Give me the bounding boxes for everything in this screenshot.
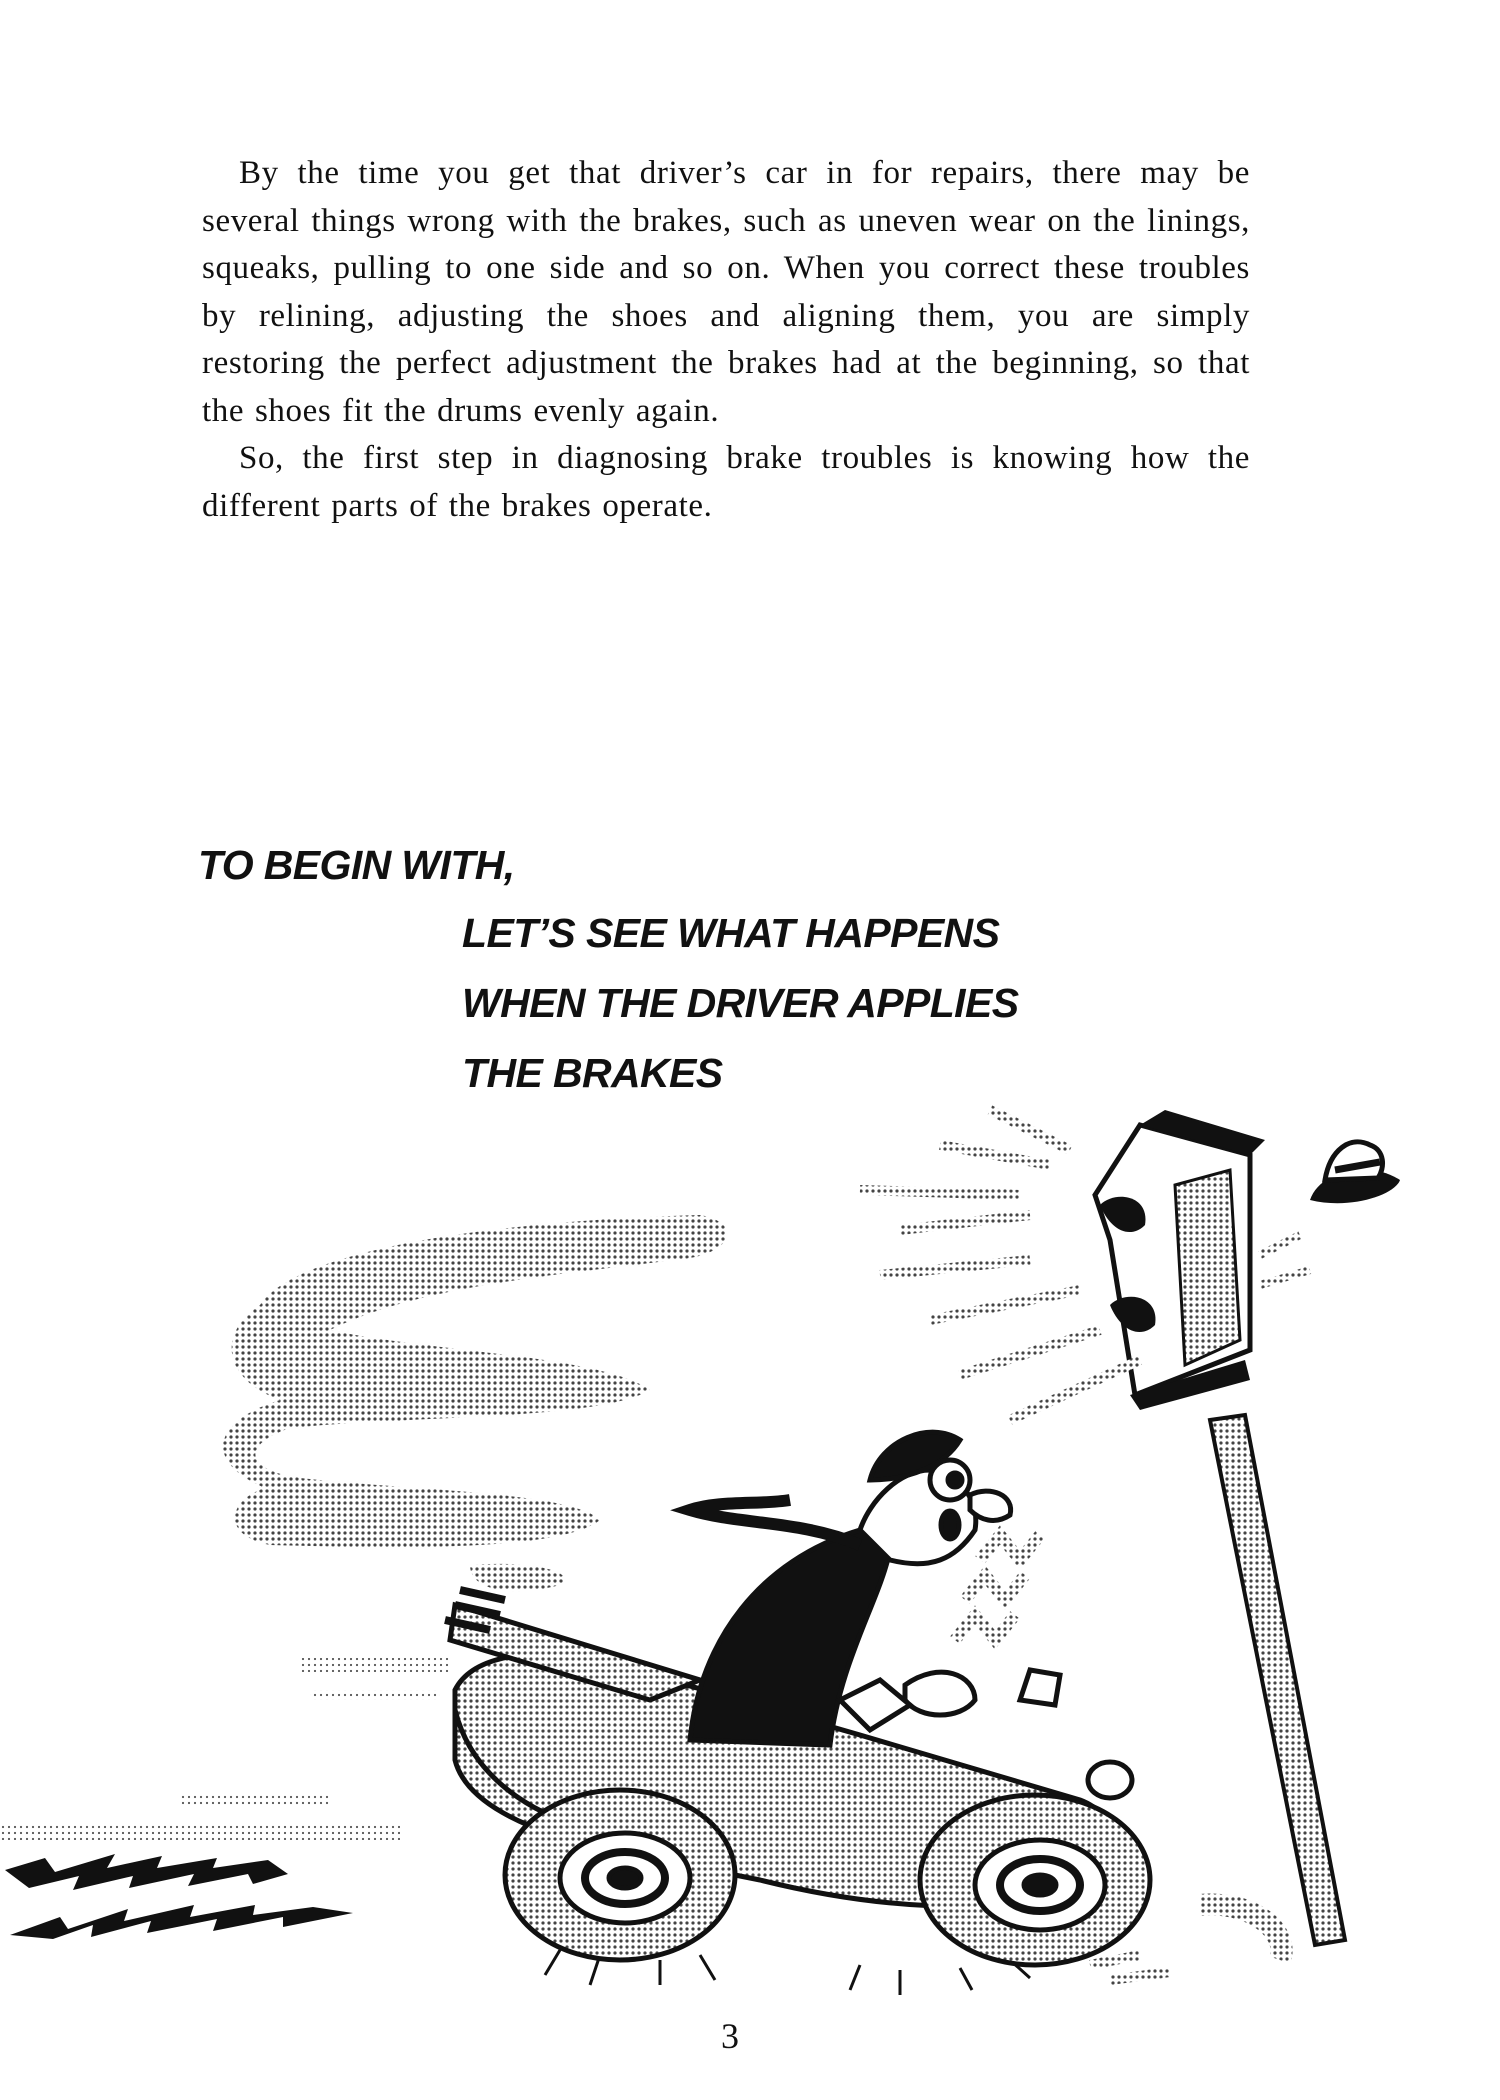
cartoon-illustration bbox=[0, 1080, 1500, 2000]
heading-line-2: LET’S SEE WHAT HAPPENS bbox=[462, 910, 1000, 956]
flying-hat bbox=[1310, 1142, 1400, 1203]
skid-marks bbox=[5, 1854, 353, 1939]
rear-wheel bbox=[505, 1790, 735, 1960]
heading-line-1: TO BEGIN WITH, bbox=[198, 842, 515, 888]
speed-lines bbox=[0, 1665, 450, 1832]
paragraph-2: So, the first step in diagnosing brake troubles is knowing how the different parts of the brakes operate. bbox=[202, 440, 1250, 524]
front-wheel bbox=[920, 1795, 1150, 1965]
paragraph-1: By the time you get that driver’s car in for repairs, there may be several things wrong with the brakes, such as uneven wear on the linings, squeaks, pulling to one side and so on. When you correct these troubles by relining, adjusting the shoes and aligning them, you are simply restoring the perfect adjustment the brakes had at the beginning, so that the shoes fit the drums evenly again. bbox=[202, 155, 1250, 429]
smoke-trail bbox=[223, 1215, 727, 1591]
motion-lines bbox=[955, 1535, 1040, 1640]
page-number: 3 bbox=[721, 2016, 739, 2056]
traffic-light bbox=[1095, 1110, 1345, 1945]
heading-line-4: THE BRAKES bbox=[462, 1050, 723, 1096]
heading-line-3: WHEN THE DRIVER APPLIES bbox=[462, 980, 1019, 1026]
body-text bbox=[202, 150, 1250, 530]
